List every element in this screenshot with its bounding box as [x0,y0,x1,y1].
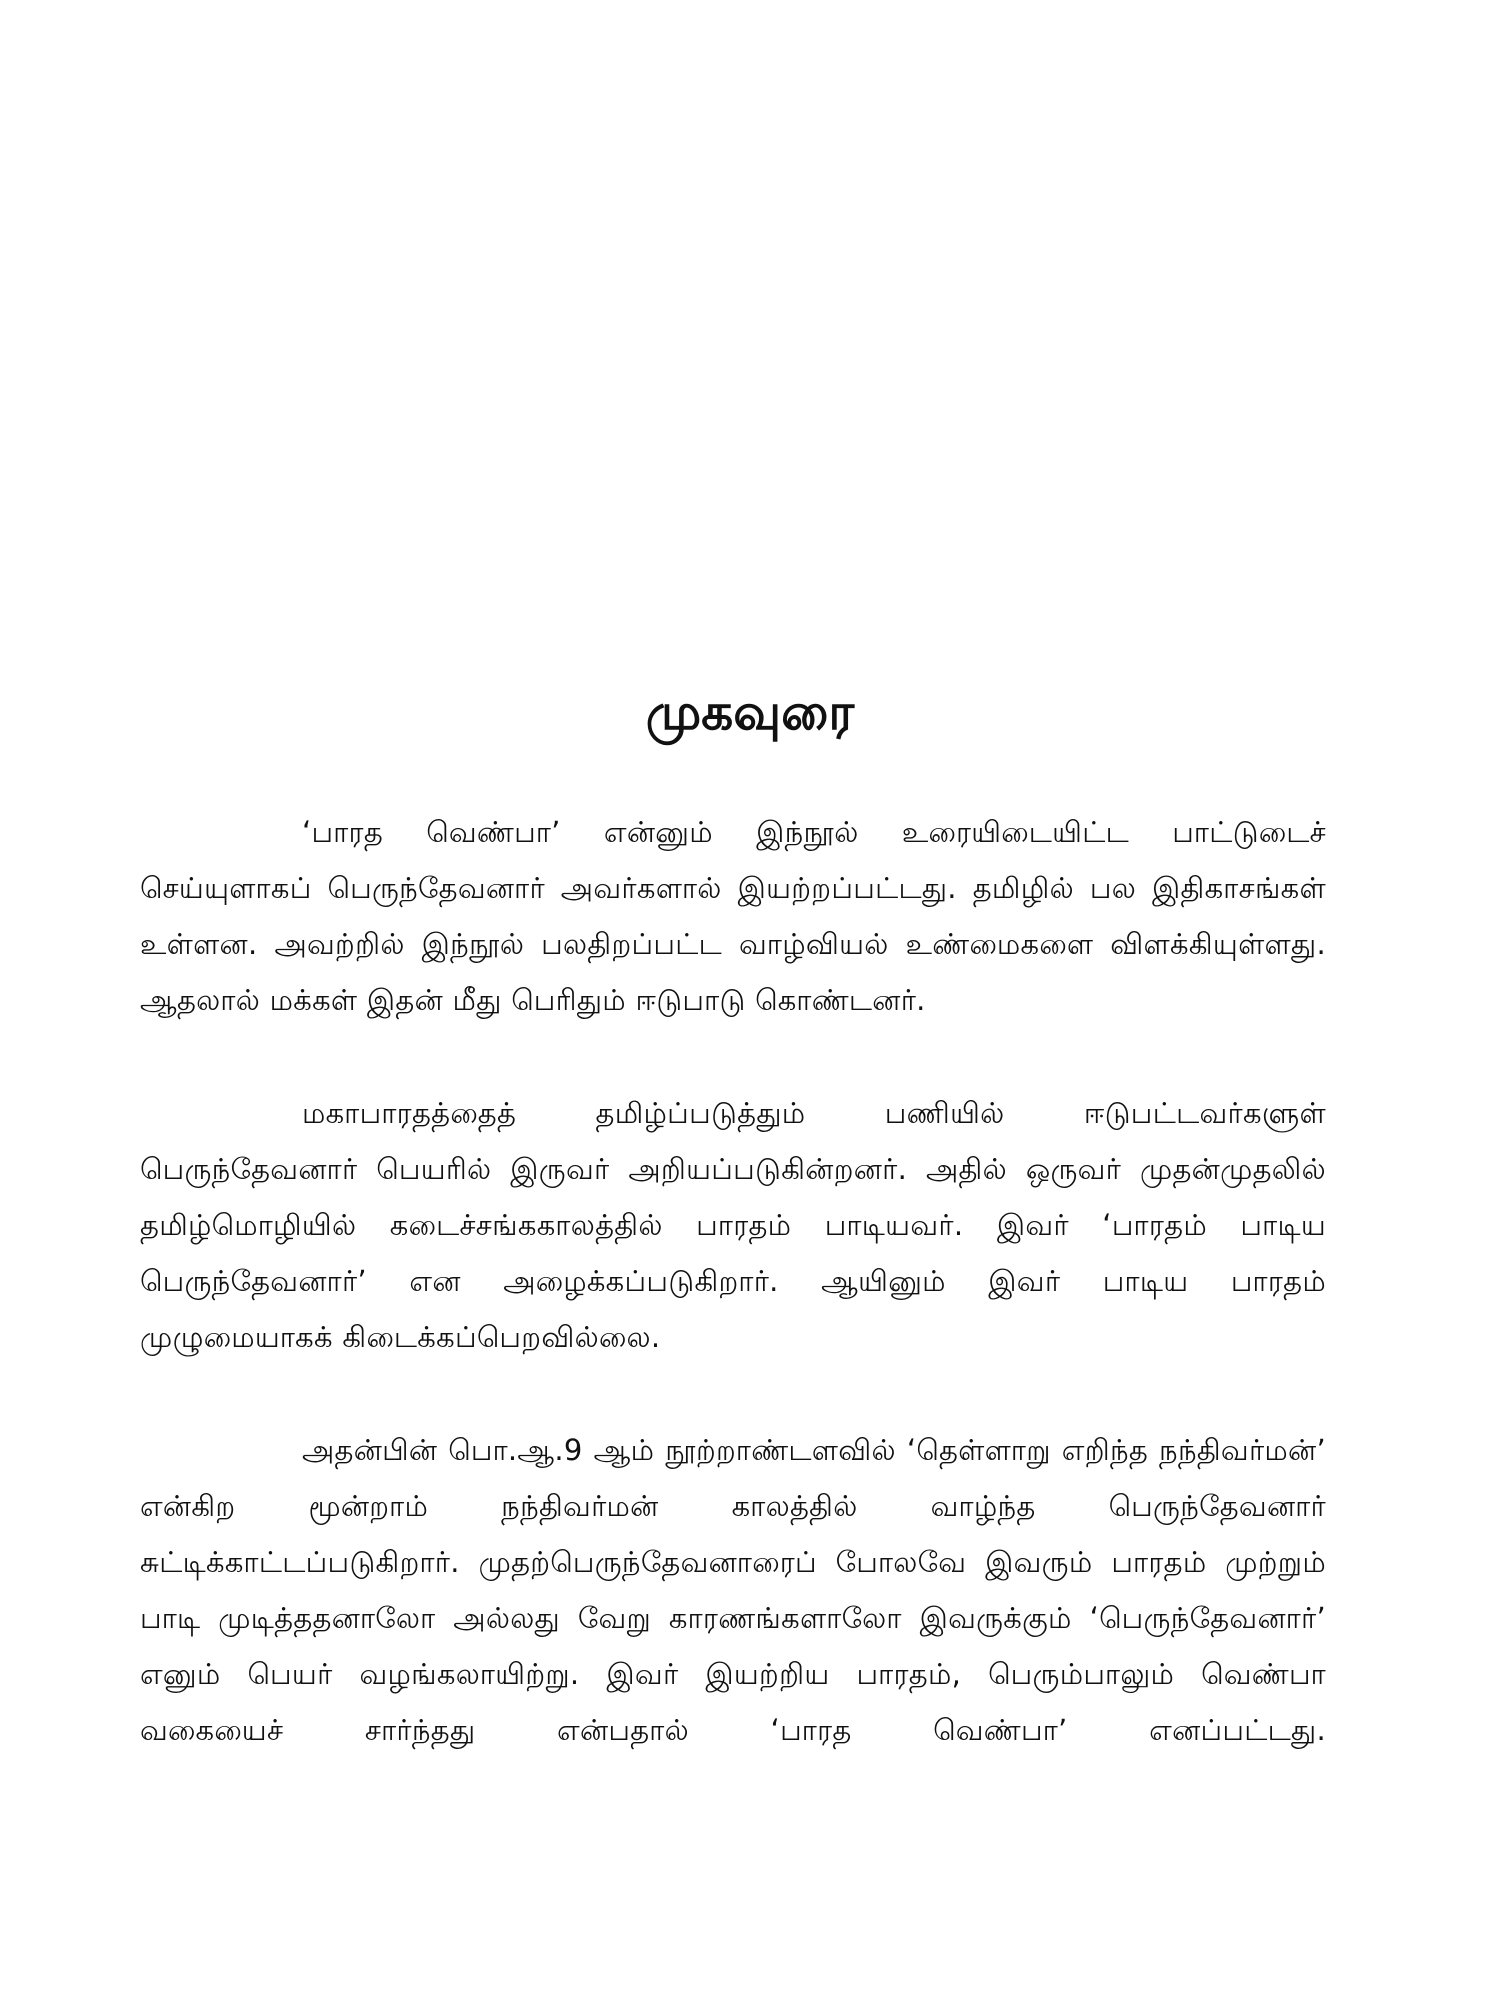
preface-body [140,804,1326,1758]
paragraph-1: ‘பாரத வெண்பா’ என்னும் இந்நூல் உரையிடையிட்ட பாட்டுடைச் செய்யுளாகப் பெருந்தேவனார் அவர்களால் இயற்றப்பட்டது. தமிழில் பல இதிகாசங்கள் உள்ளன. அவற்றில் இந்நூல் பலதிறப்பட்ட வாழ்வியல் உண்மைகளை விளக்கியுள்ளது. ஆதலால் மக்கள் இதன் மீது பெரிதும் ஈடுபாடு கொண்டனர். [140,815,1326,1017]
paragraph-3: அதன்பின் பொ.ஆ.9 ஆம் நூற்றாண்டளவில் ‘தெள்ளாறு எறிந்த நந்திவர்மன்’ என்கிற மூன்றாம் நந்திவர்மன் காலத்தில் வாழ்ந்த பெருந்தேவனார் சுட்டிக்காட்டப்படுகிறார். முதற்பெருந்தேவனாரைப் போலவே இவரும் பாரதம் முற்றும் பாடி முடித்ததனாலோ அல்லது வேறு காரணங்களாலோ இவருக்கும் ‘பெருந்தேவனார்’ எனும் பெயர் வழங்கலாயிற்று. இவர் இயற்றிய பாரதம், பெரும்பாலும் வெண்பா வகையைச் சார்ந்தது என்பதால் ‘பாரத வெண்பா’ எனப்பட்டது. [140,1433,1326,1747]
paragraph-2: மகாபாரதத்தைத் தமிழ்ப்படுத்தும் பணியில் ஈடுபட்டவர்களுள் பெருந்தேவனார் பெயரில் இருவர் அறியப்படுகின்றனர். அதில் ஒருவர் முதன்முதலில் தமிழ்மொழியில் கடைச்சங்ககாலத்தில் பாரதம் பாடியவர். இவர் ‘பாரதம் பாடிய பெருந்தேவனார்’ என அழைக்கப்படுகிறார். ஆயினும் இவர் பாடிய பாரதம் முழுமையாகக் கிடைக்கப்பெறவில்லை. [140,1096,1326,1354]
page-title: முகவுரை [645,683,855,741]
